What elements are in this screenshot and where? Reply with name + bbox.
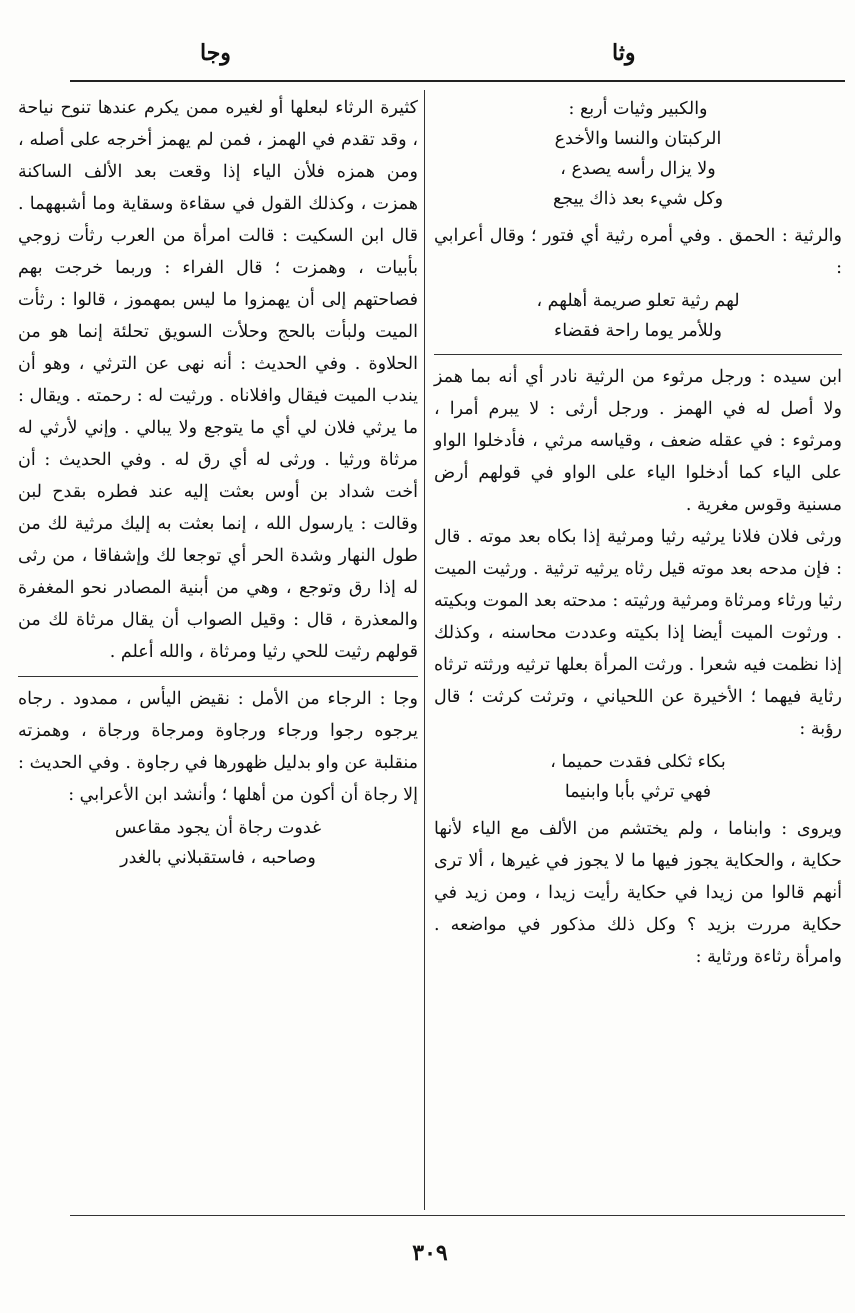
- right-column: [434, 92, 842, 973]
- verse-line: الركبتان والنسا والأخدع: [554, 129, 722, 149]
- header-rule: [70, 80, 845, 82]
- verse-block: [434, 94, 842, 214]
- paragraph: والرثية : الحمق . وفي أمره رثية أي فتور ؛ وقال أعرابي :: [434, 226, 842, 278]
- verse-line: لهم رثية تعلو صريمة أهلهم ،: [536, 291, 740, 311]
- paragraph: كثيرة الرثاء لبعلها أو لغيره ممن يكرم عندها تنوح نياحة ، وقد تقدم في الهمز ، فمن لم يهمز أخرجه على أصله ، ومن همزه فلأن الياء إذا وقعت بعد الألف الساكنة همزت ، وكذلك القول في سقاءة وسقاية وما أشبههما . قال ابن السكيت : قالت امرأة من العرب رثأت زوجي بأبيات ، وهمزت ؛ قال الفراء : وربما خرجت بهم فصاحتهم إلى أن يهمزوا ما ليس بمهموز ، قالوا : رثأت الميت ولبأت بالحج وحلأت السويق تحلئة إنما هو من الحلاوة . وفي الحديث : أنه نهى عن الترثي ، وهو أن يندب الميت فيقال وافلاناه . ورثيت له : رحمته . ويقال : ما يرثي فلان لي أي ما يتوجع ولا يبالي . وإني لأرثي له مرثاة ورثيا . ورثى له أي رق له . وفي الحديث : أن أخت شداد بن أوس بعثت إليه عند فطره بقدح لبن وقالت : يارسول الله ، إنما بعثت به إليك مرثية لك من طول النهار وشدة الحر أي توجعا لك وإشفاقا ، من رثى له إذا رق وتوجع ، وهي من أبنية المصادر نحو المغفرة والمعذرة ، قال : وقيل الصواب أن يقال مرثاة لك من قولهم رثيت للحي رثيا ومرثاة ، والله أعلم .: [18, 98, 418, 662]
- verse-line: فهي ترثي بأبا وابنيما: [564, 782, 712, 802]
- verse-line: وصاحبه ، فاستقبلاني بالغدر: [120, 848, 316, 868]
- paragraph: ورثى فلان فلانا يرثيه رثيا ومرثية إذا بكاه بعد موته . قال : فإن مدحه بعد موته قيل رثاه يرثيه ترثية . ورثيت الميت رثيا ورثاء ومرثاة ومرثية ورثيته : مدحته بعد الموت وبكيته . ورثوت الميت أيضا إذا بكيته وعددت محاسنه ، وكذلك إذا نظمت فيه شعرا . ورثت المرأة بعلها ترثيه ورثته ترثاه رثاية فيهما ؛ الأخيرة عن اللحياني ، وترثت كرثت ؛ قال رؤبة :: [434, 527, 842, 739]
- page-header: [0, 36, 855, 76]
- page-number: ٣٠٩: [412, 1240, 448, 1266]
- paragraph: ويروى : وابناما ، ولم يختشم من الألف مع الياء لأنها حكاية ، والحكاية يجوز فيها ما لا يجوز في غيرها ، ألا ترى أنهم قالوا من زيدا في حكاية رأيت زيدا ، ومن زيد في حكاية مررت بزيد ؟ وكل ذلك مذكور في مواضعه . وامرأة رثاءة ورثاية :: [434, 819, 842, 967]
- header-right-word: وثا: [612, 40, 636, 66]
- section-rule: [18, 676, 418, 677]
- header-left-word: وجا: [200, 40, 231, 66]
- paragraph: ابن سيده : ورجل مرثوء من الرثية نادر أي أنه بما همز ولا أصل له في الهمز . ورجل أرثى : لا يبرم أمرا ، ومرثوء : في عقله ضعف ، وقياسه مرثي ، فأدخلوا الواو على الياء كما أدخلوا الياء على الواو في قولهم أرض مسنية وقوس مغرية .: [434, 367, 842, 515]
- entry-paragraph: وجا : الرجاء من الأمل : نقيض اليأس ، ممدود . رجاه يرجوه رجوا ورجاء ورجاوة ومرجاة ورجاة ، وهمزته منقلبة عن واو بدليل ظهورها في رجاوة . وفي الحديث : إلا رجاة أن أكون من أهلها ؛ وأنشد ابن الأعرابي :: [18, 689, 418, 805]
- verse-block: [18, 813, 418, 873]
- verse-line: ولا يزال رأسه يصدع ،: [560, 159, 716, 179]
- verse-line: وللأمر يوما راحة فقضاء: [553, 321, 723, 341]
- column-divider: [424, 90, 425, 1210]
- section-rule: [434, 354, 842, 355]
- verse-block: [434, 286, 842, 346]
- footer-rule: [70, 1215, 845, 1216]
- verse-line: وكل شيء بعد ذاك ييجع: [552, 189, 724, 209]
- verse-line: غدوت رجاة أن يجود مقاعس: [114, 818, 322, 838]
- verse-line: بكاء ثكلى فقدت حميما ،: [550, 752, 726, 772]
- verse-line: والكبير وثيات أربع :: [568, 99, 708, 119]
- verse-block: [434, 747, 842, 807]
- left-column: [18, 92, 418, 879]
